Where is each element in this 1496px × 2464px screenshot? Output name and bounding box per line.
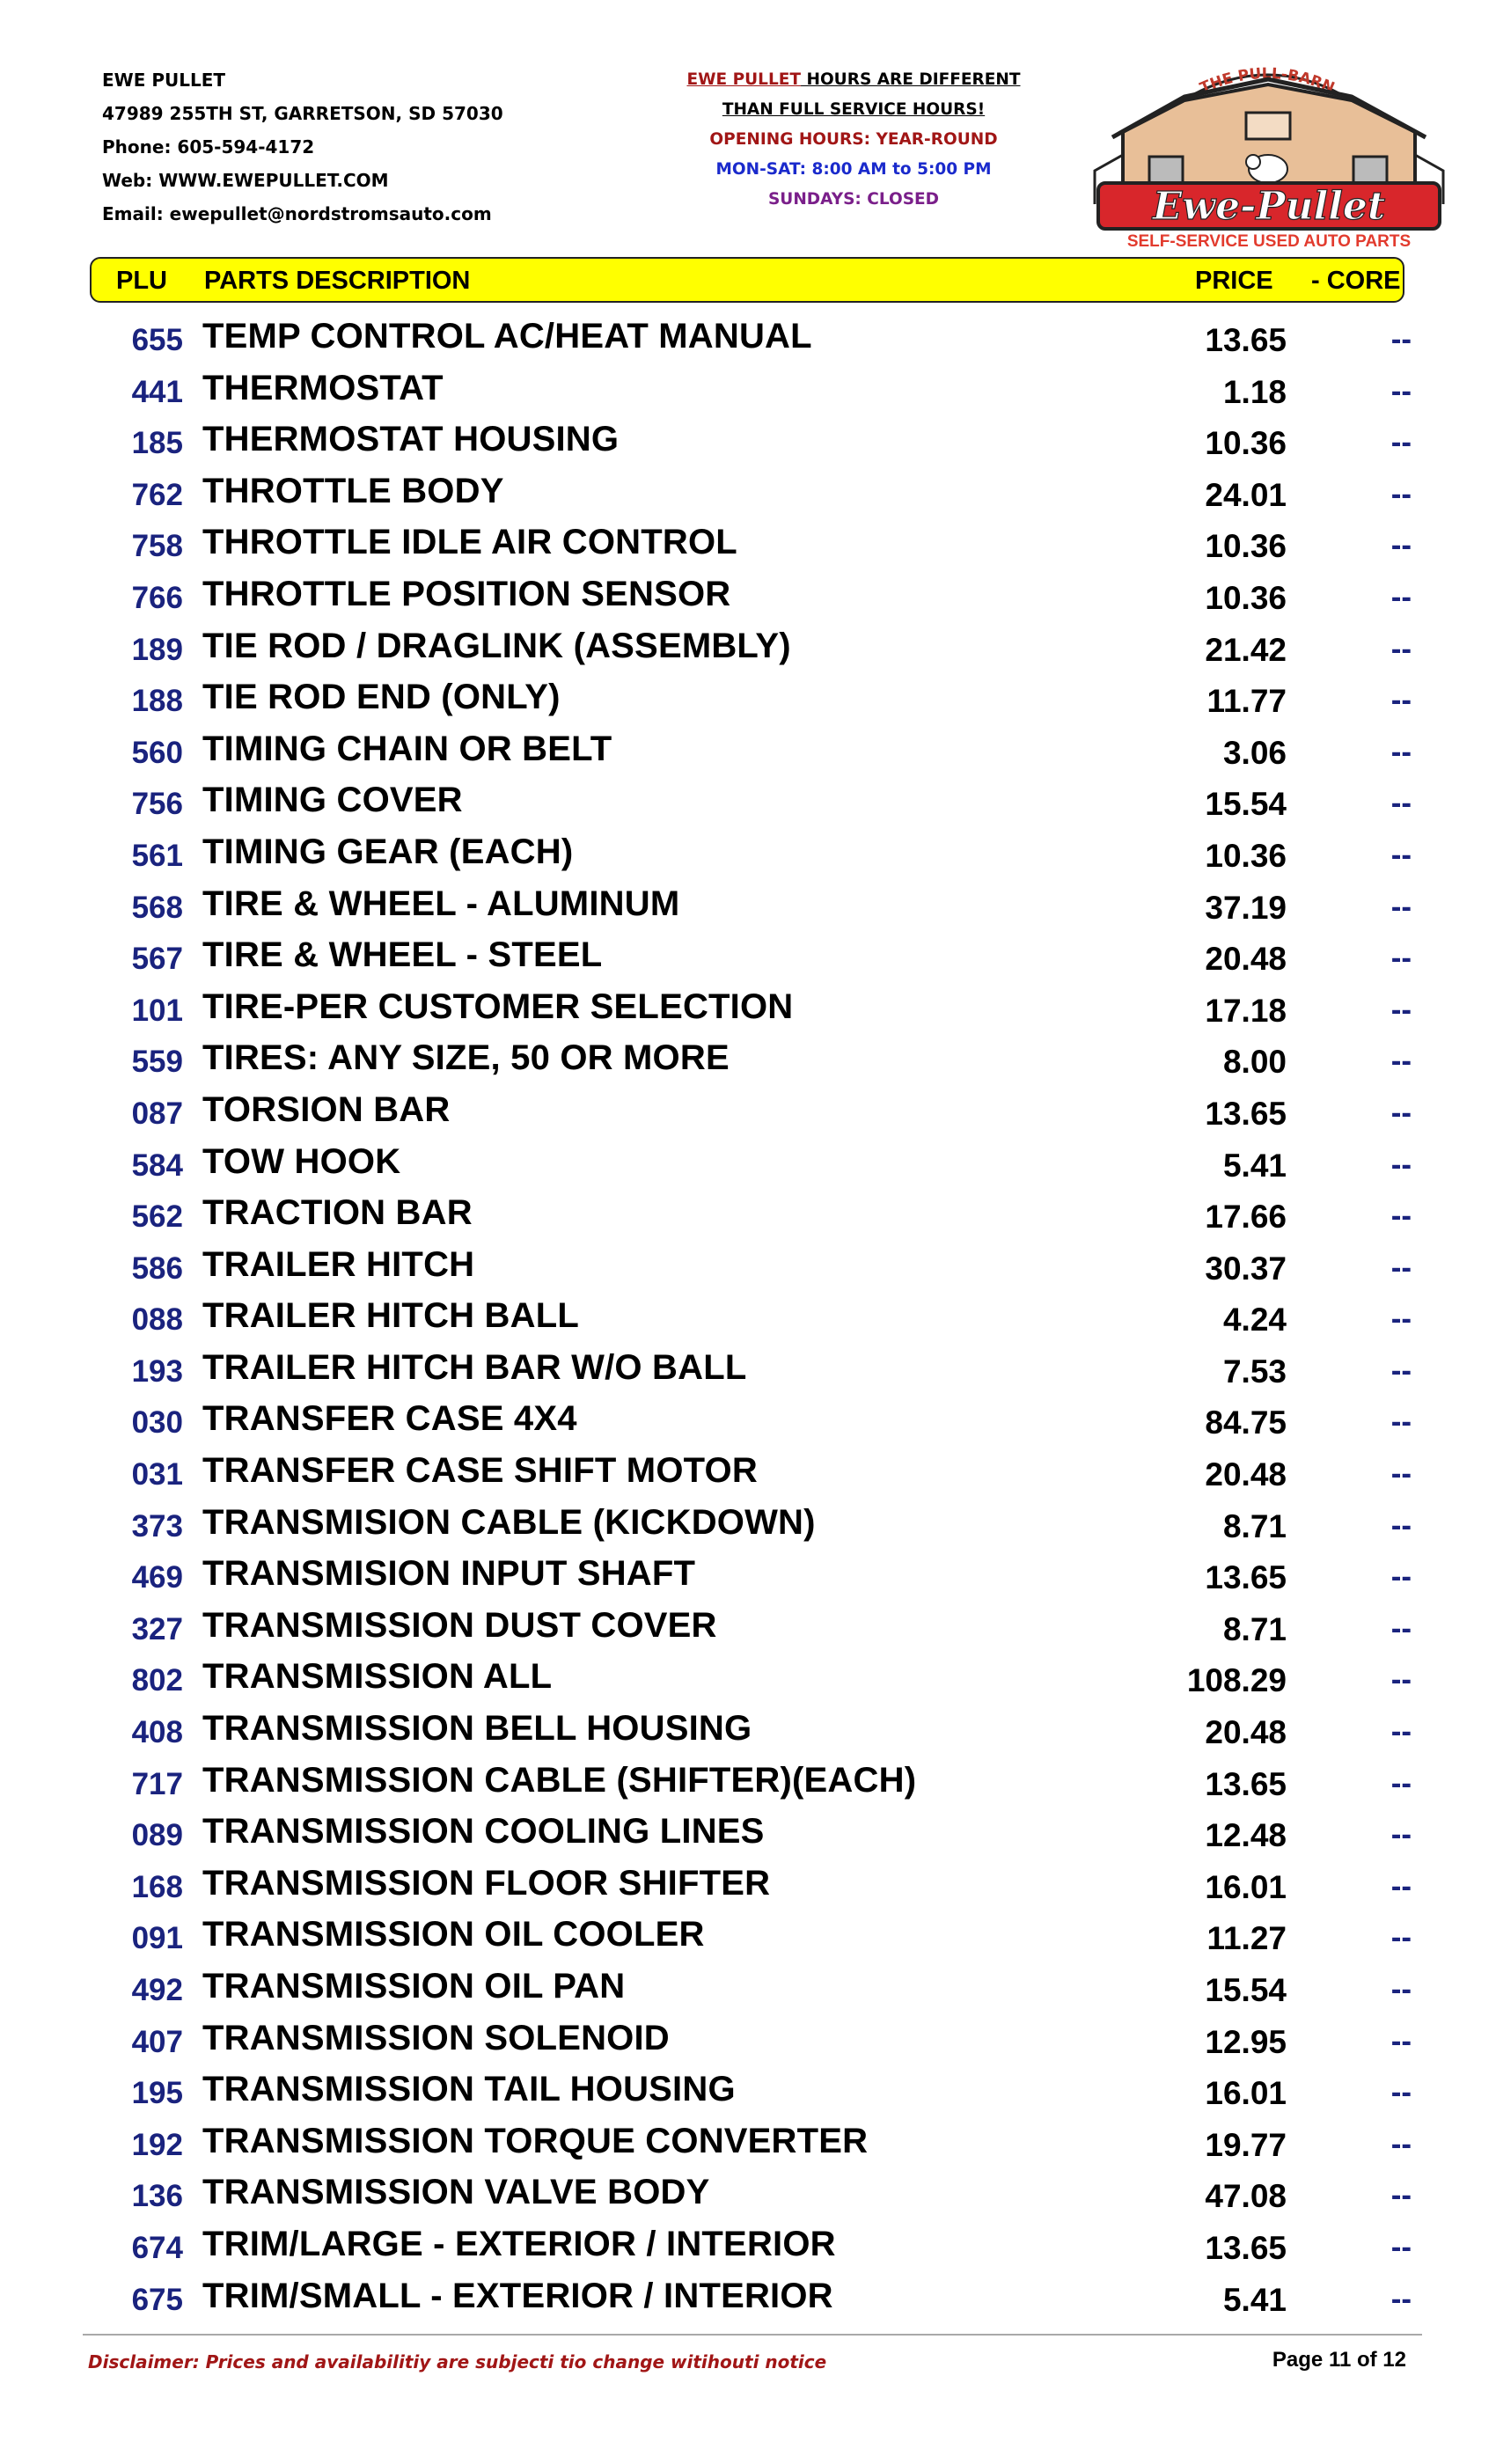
part-price: 30.37 (1205, 1250, 1287, 1287)
table-row (0, 1704, 1496, 1756)
part-core: -- (1390, 322, 1412, 356)
table-row (0, 775, 1496, 827)
part-description: THERMOSTAT HOUSING (202, 420, 620, 459)
part-plu: 674 (131, 2230, 183, 2265)
table-row (0, 1859, 1496, 1910)
part-core: -- (1390, 889, 1412, 924)
part-description: TRANSMISION CABLE (KICKDOWN) (202, 1502, 816, 1542)
part-description: TRANSMISSION FLOOR SHIFTER (202, 1863, 771, 1903)
part-price: 24.01 (1205, 476, 1287, 513)
table-row (0, 930, 1496, 982)
table-row (0, 1601, 1496, 1653)
company-address: 47989 255TH ST, GARRETSON, SD 57030 (102, 103, 503, 124)
table-row (0, 1343, 1496, 1395)
part-description: THERMOSTAT (202, 368, 444, 407)
table-row (0, 1962, 1496, 2013)
part-plu: 492 (131, 1973, 183, 2007)
table-row (0, 2013, 1496, 2065)
part-core: -- (1390, 2126, 1412, 2161)
part-plu: 560 (131, 735, 183, 770)
table-row (0, 827, 1496, 879)
part-description: TRANSMISION INPUT SHAFT (202, 1554, 696, 1594)
part-core: -- (1390, 1302, 1412, 1337)
part-plu: 185 (131, 426, 183, 461)
part-plu: 586 (131, 1250, 183, 1286)
part-core: -- (1390, 1353, 1412, 1388)
hours-line-1 (669, 65, 1038, 95)
part-description: TRAILER HITCH BALL (202, 1296, 579, 1336)
part-description: TRANSMISSION DUST COVER (202, 1605, 717, 1645)
part-price: 13.65 (1205, 322, 1287, 358)
column-header-plu: PLU (116, 267, 167, 295)
footer-divider (83, 2334, 1422, 2336)
part-plu: 758 (131, 529, 183, 564)
table-row (0, 2064, 1496, 2116)
part-description: TRANSMISSION OIL PAN (202, 1967, 626, 2006)
table-row (0, 1291, 1496, 1343)
part-plu: 762 (131, 477, 183, 512)
table-row (0, 1807, 1496, 1859)
table-row (0, 879, 1496, 931)
table-row (0, 2219, 1496, 2271)
part-plu: 030 (131, 1405, 183, 1441)
part-description: TRAILER HITCH (202, 1244, 475, 1284)
part-price: 8.71 (1222, 1610, 1287, 1647)
table-row (0, 414, 1496, 466)
part-core: -- (1390, 1199, 1412, 1234)
part-plu: 136 (131, 2179, 183, 2214)
part-price: 108.29 (1186, 1662, 1287, 1699)
table-row (0, 1910, 1496, 1962)
part-description: TIE ROD / DRAGLINK (ASSEMBLY) (202, 626, 791, 665)
part-price: 8.71 (1222, 1507, 1287, 1544)
part-price: 10.36 (1205, 528, 1287, 565)
part-plu: 469 (131, 1560, 183, 1595)
part-description: TIRE-PER CUSTOMER SELECTION (202, 986, 794, 1026)
part-description: TIRE & WHEEL - ALUMINUM (202, 884, 680, 923)
table-row (0, 1085, 1496, 1137)
table-row (0, 621, 1496, 673)
part-price: 20.48 (1205, 941, 1287, 978)
part-plu: 168 (131, 1869, 183, 1904)
part-plu: 101 (131, 993, 183, 1028)
part-description: TRANSMISSION SOLENOID (202, 2018, 670, 2057)
part-description: TIRE & WHEEL - STEEL (202, 935, 603, 975)
part-description: TRAILER HITCH BAR W/O BALL (202, 1347, 747, 1387)
part-description: TRANSMISSION COOLING LINES (202, 1812, 765, 1852)
table-row (0, 672, 1496, 724)
part-plu: 089 (131, 1818, 183, 1853)
part-price: 21.42 (1205, 631, 1287, 668)
part-description: TRANSMISSION BELL HOUSING (202, 1709, 752, 1749)
table-row (0, 363, 1496, 415)
part-description: TEMP CONTROL AC/HEAT MANUAL (202, 317, 812, 356)
company-phone: Phone: 605-594-4172 (102, 136, 315, 158)
company-email: Email: ewepullet@nordstromsauto.com (102, 203, 492, 224)
part-core: -- (1390, 2229, 1412, 2264)
part-core: -- (1390, 2075, 1412, 2110)
part-price: 16.01 (1205, 1868, 1287, 1905)
part-plu: 559 (131, 1045, 183, 1080)
part-core: -- (1390, 941, 1412, 976)
part-plu: 031 (131, 1457, 183, 1492)
table-row (0, 1446, 1496, 1498)
part-price: 84.75 (1205, 1404, 1287, 1441)
part-price: 4.24 (1222, 1302, 1287, 1338)
part-core: -- (1390, 425, 1412, 460)
part-core: -- (1390, 1559, 1412, 1595)
part-core: -- (1390, 1920, 1412, 1955)
hours-brand: EWE PULLET (686, 70, 802, 89)
company-web: Web: WWW.EWEPULLET.COM (102, 170, 389, 191)
hours-notice (669, 65, 1038, 215)
page-number: Page 11 of 12 (1272, 2348, 1406, 2372)
part-plu: 373 (131, 1508, 183, 1544)
opening-hours: OPENING HOURS: YEAR-ROUND (709, 130, 998, 149)
part-description: THROTTLE IDLE AIR CONTROL (202, 523, 737, 562)
part-price: 17.66 (1205, 1199, 1287, 1236)
part-core: -- (1390, 837, 1412, 872)
part-plu: 802 (131, 1663, 183, 1698)
part-core: -- (1390, 631, 1412, 666)
logo-tagline: SELF-SERVICE USED AUTO PARTS (1126, 232, 1412, 251)
part-core: -- (1390, 1817, 1412, 1852)
table-row (0, 724, 1496, 776)
part-price: 47.08 (1205, 2178, 1287, 2215)
part-core: -- (1390, 1765, 1412, 1800)
part-core: -- (1390, 1044, 1412, 1079)
part-price: 12.95 (1205, 2023, 1287, 2060)
part-description: THROTTLE BODY (202, 471, 504, 510)
disclaimer: Disclaimer: Prices and availabilitiy are subjecti tio change witihouti notice (88, 2351, 827, 2372)
part-plu: 717 (131, 1766, 183, 1801)
part-plu: 327 (131, 1611, 183, 1646)
part-price: 37.19 (1205, 889, 1287, 926)
part-price: 10.36 (1205, 837, 1287, 874)
sunday-hours: SUNDAYS: CLOSED (767, 190, 940, 209)
part-core: -- (1390, 1095, 1412, 1130)
part-description: TRANSMISSION CABLE (SHIFTER)(EACH) (202, 1760, 917, 1800)
part-price: 20.48 (1205, 1714, 1287, 1751)
table-row (0, 1549, 1496, 1601)
part-core: -- (1390, 373, 1412, 408)
column-header-core: - CORE (1311, 267, 1401, 295)
table-row (0, 312, 1496, 363)
part-core: -- (1390, 579, 1412, 614)
part-core: -- (1390, 2023, 1412, 2058)
company-name: EWE PULLET (102, 70, 226, 91)
part-plu: 408 (131, 1715, 183, 1750)
table-row (0, 466, 1496, 518)
ewe-pullet-logo (1088, 58, 1448, 253)
part-core: -- (1390, 786, 1412, 821)
part-description: TIMING CHAIN OR BELT (202, 729, 612, 768)
part-core: -- (1390, 1147, 1412, 1182)
part-price: 7.53 (1222, 1353, 1287, 1390)
part-plu: 189 (131, 632, 183, 667)
part-plu: 756 (131, 787, 183, 822)
part-price: 1.18 (1222, 373, 1287, 410)
part-description: TRANSFER CASE 4X4 (202, 1399, 577, 1439)
column-header-description: PARTS DESCRIPTION (204, 267, 471, 295)
part-price: 10.36 (1205, 579, 1287, 616)
part-core: -- (1390, 1972, 1412, 2006)
hours-line-2: THAN FULL SERVICE HOURS! (722, 100, 986, 119)
part-description: TOW HOOK (202, 1141, 401, 1181)
part-price: 15.54 (1205, 786, 1287, 823)
part-plu: 091 (131, 1921, 183, 1956)
table-row (0, 1033, 1496, 1085)
part-core: -- (1390, 528, 1412, 563)
parts-table (0, 312, 1496, 2322)
part-price: 10.36 (1205, 425, 1287, 462)
part-price: 19.77 (1205, 2126, 1287, 2163)
logo-brand: Ewe-Pullet (1152, 184, 1386, 229)
part-plu: 567 (131, 942, 183, 977)
table-row (0, 1188, 1496, 1240)
part-price: 3.06 (1222, 734, 1287, 771)
table-row (0, 569, 1496, 621)
table-row (0, 1240, 1496, 1292)
company-info (102, 63, 595, 231)
table-row (0, 1394, 1496, 1446)
part-plu: 675 (131, 2282, 183, 2317)
part-plu: 584 (131, 1148, 183, 1183)
part-plu: 195 (131, 2076, 183, 2111)
part-plu: 766 (131, 580, 183, 615)
part-price: 20.48 (1205, 1456, 1287, 1493)
column-header-bar (90, 257, 1404, 303)
part-core: -- (1390, 1250, 1412, 1285)
table-row (0, 1137, 1496, 1189)
table-row (0, 1498, 1496, 1550)
part-description: TIMING GEAR (EACH) (202, 832, 574, 871)
part-plu: 561 (131, 838, 183, 873)
part-description: TRANSMISSION TAIL HOUSING (202, 2070, 736, 2109)
part-core: -- (1390, 734, 1412, 769)
part-core: -- (1390, 1610, 1412, 1646)
part-plu: 087 (131, 1096, 183, 1131)
hours-line-1-rest: HOURS ARE DIFFERENT (801, 70, 1021, 89)
part-description: TRANSMISSION VALVE BODY (202, 2173, 710, 2212)
table-row (0, 2167, 1496, 2219)
part-price: 17.18 (1205, 992, 1287, 1029)
table-row (0, 1652, 1496, 1704)
part-price: 13.65 (1205, 1559, 1287, 1596)
table-row (0, 982, 1496, 1034)
part-plu: 562 (131, 1199, 183, 1235)
part-price: 13.65 (1205, 2229, 1287, 2266)
part-price: 5.41 (1222, 2281, 1287, 2318)
part-price: 13.65 (1205, 1095, 1287, 1132)
part-core: -- (1390, 1662, 1412, 1698)
part-description: THROTTLE POSITION SENSOR (202, 574, 731, 613)
part-price: 15.54 (1205, 1972, 1287, 2008)
part-plu: 441 (131, 374, 183, 409)
part-core: -- (1390, 1456, 1412, 1492)
table-row (0, 517, 1496, 569)
part-description: TRIM/LARGE - EXTERIOR / INTERIOR (202, 2224, 836, 2263)
part-description: TRANSMISSION TORQUE CONVERTER (202, 2121, 869, 2160)
weekday-hours: MON-SAT: 8:00 AM to 5:00 PM (715, 160, 992, 179)
part-price: 13.65 (1205, 1765, 1287, 1802)
part-description: TRANSMISSION ALL (202, 1657, 553, 1697)
table-row (0, 2271, 1496, 2323)
part-description: TRACTION BAR (202, 1193, 473, 1233)
part-description: TIE ROD END (ONLY) (202, 678, 561, 717)
part-description: TRANSMISSION OIL COOLER (202, 1915, 705, 1954)
part-price: 11.77 (1206, 683, 1287, 720)
part-core: -- (1390, 1868, 1412, 1903)
column-header-price: PRICE (1195, 267, 1273, 295)
part-price: 8.00 (1222, 1044, 1287, 1081)
part-description: TIMING COVER (202, 781, 463, 820)
part-price: 16.01 (1205, 2075, 1287, 2112)
part-core: -- (1390, 1404, 1412, 1440)
table-row (0, 2116, 1496, 2168)
part-core: -- (1390, 2281, 1412, 2316)
part-core: -- (1390, 992, 1412, 1027)
part-price: 11.27 (1206, 1920, 1287, 1957)
part-description: TRANSFER CASE SHIFT MOTOR (202, 1451, 758, 1491)
part-price: 5.41 (1222, 1147, 1287, 1184)
part-core: -- (1390, 1507, 1412, 1543)
part-plu: 188 (131, 684, 183, 719)
table-row (0, 1756, 1496, 1808)
part-plu: 655 (131, 323, 183, 357)
part-core: -- (1390, 683, 1412, 718)
part-plu: 193 (131, 1353, 183, 1389)
part-price: 12.48 (1205, 1817, 1287, 1854)
part-plu: 192 (131, 2127, 183, 2162)
part-plu: 088 (131, 1302, 183, 1338)
part-core: -- (1390, 476, 1412, 511)
part-core: -- (1390, 2178, 1412, 2213)
part-plu: 407 (131, 2024, 183, 2059)
part-description: TORSION BAR (202, 1089, 451, 1129)
part-plu: 568 (131, 890, 183, 925)
logo-top-text: THE PULL-BARN (1197, 64, 1338, 98)
part-description: TIRES: ANY SIZE, 50 OR MORE (202, 1038, 730, 1078)
part-description: TRIM/SMALL - EXTERIOR / INTERIOR (202, 2276, 833, 2315)
part-core: -- (1390, 1714, 1412, 1749)
